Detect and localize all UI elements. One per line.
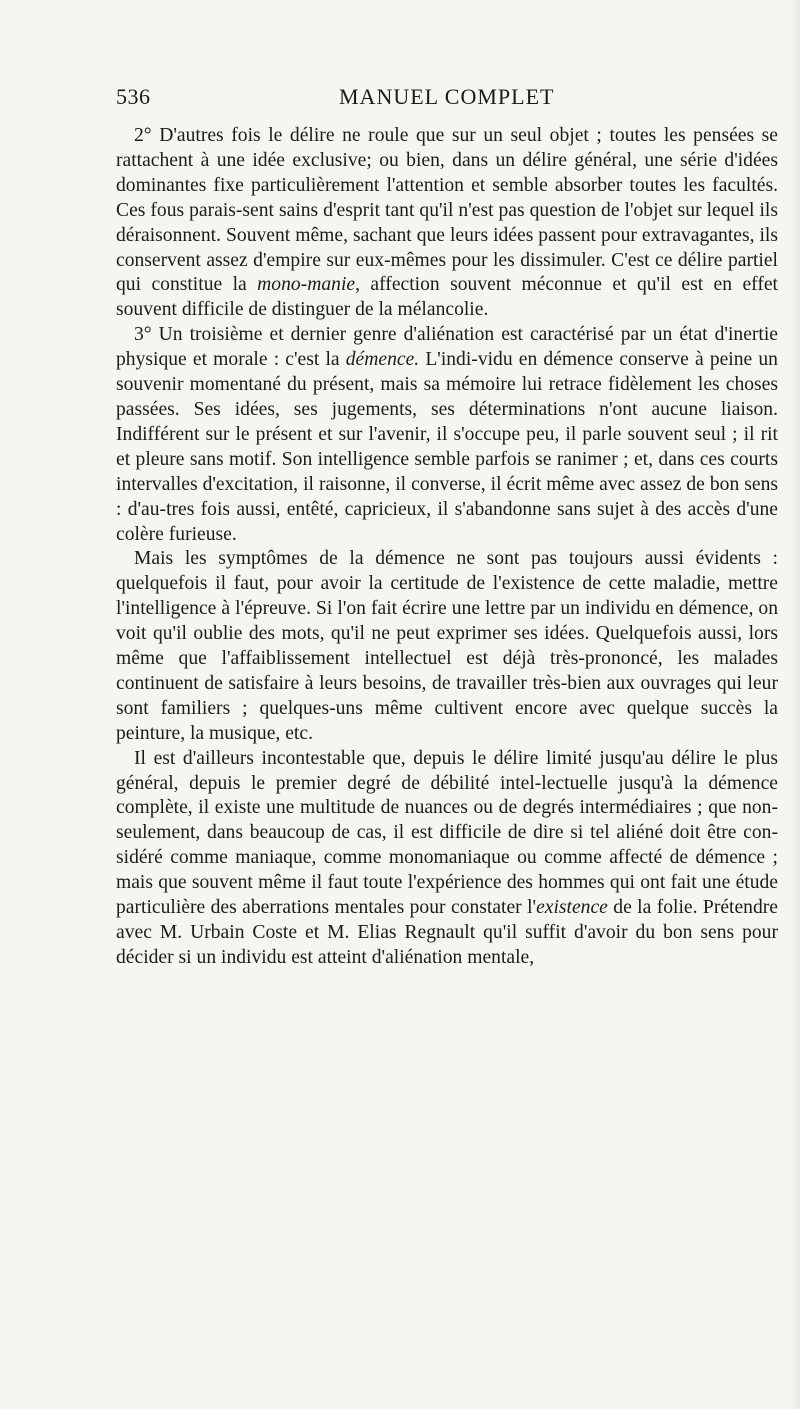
paragraph-text: Mais les symptômes de la démence ne sont pas toujours aussi évidents : quelquefois il faut, pour avoir la certitude de l'existence de cette maladie, mettre l'intelligence à l'épreuve. Si l'on fait écrire une lettre par un individu en démence, on voit qu'il oublie des mots, qu'il ne peut exprimer ses idées. Quelquefois aussi, lors même que l'affaiblissement intellectuel est déjà très-prononcé, les malades continuent de satisfaire à leurs besoins, de travailler très-bien aux ouvrages qui leur sont familiers ; quelques-uns même cultivent encore avec quelque succès la peinture, la musique, etc. [116, 548, 778, 744]
paragraph-text: 3° Un troisième et dernier genre d'aliénation est caractérisé par un état d'inertie physique et morale : c'est la [116, 324, 778, 371]
paragraph-dementia [116, 323, 778, 547]
paragraph-text: affection souvent méconnue et qu'il est en effet souvent difficile de distinguer de la mélancolie. [116, 274, 778, 321]
page-header [116, 84, 716, 114]
paragraph-text: Il est d'ailleurs incontestable que, depuis le délire limité jusqu'au délire le plus général, depuis le premier degré de débilité intel-lectuelle jusqu'à la démence complète, il existe une multitude de nuances ou de degrés intermédiaires ; que non-seulement, dans beaucoup de cas, il est difficile de dire si tel aliéné doit être con-sidéré comme maniaque, comme monomaniaque ou comme affecté de démence ; mais que souvent même il faut toute l'expérience des hommes qui ont fait une étude particulière des aberrations mentales pour constater l' [116, 747, 778, 919]
page-edge-shadow [790, 0, 800, 1409]
paragraph-text: de la folie. Prétendre avec M. Urbain Coste et M. Elias Regnault qu'il suffit d'avoir du bon sens pour décider si un individu est atteint d'aliénation mentale, [116, 897, 778, 968]
emphasis-term: mono-manie, [257, 274, 361, 296]
emphasis-term: existence [536, 897, 608, 919]
paragraph-text: 2° D'autres fois le délire ne roule que sur un seul objet ; toutes les pensées se rattachent à une idée exclusive; ou bien, dans un délire général, une série d'idées dominantes fixe particulièrement l'attention et semble absorber toutes les facultés. Ces fous parais-sent sains d'esprit tant qu'il n'est pas question de l'objet sur lequel ils déraisonnent. Souvent même, sachant que leurs idées passent pour extravagantes, ils conservent assez d'empire sur eux-mêmes pour les dissimuler. C'est ce délire partiel qui constitue la [116, 125, 778, 296]
paragraph-degrees [116, 747, 778, 971]
paragraph-monomania [116, 124, 778, 323]
page-number: 536 [116, 84, 151, 109]
emphasis-term: démence. [345, 349, 420, 371]
paragraph-text: L'indi-vidu en démence conserve à peine un souvenir momentané du présent, mais sa mémoire lui retrace fidèlement les choses passées. Ses idées, ses jugements, ses déterminations n'ont aucune liaison. Indifférent sur le présent et sur l'avenir, il s'occupe peu, il parle souvent seul ; il rit et pleure sans motif. Son intelligence semble parfois se ranimer ; et, dans ces courts intervalles d'excitation, il raisonne, il converse, il écrit même avec assez de bon sens : d'au-tres fois aussi, entêté, capricieux, il s'abandonne sans sujet à des accès d'une colère furieuse. [116, 349, 778, 545]
body-text [116, 124, 778, 971]
running-title: MANUEL COMPLET [339, 84, 555, 109]
paragraph-symptoms [116, 547, 778, 746]
